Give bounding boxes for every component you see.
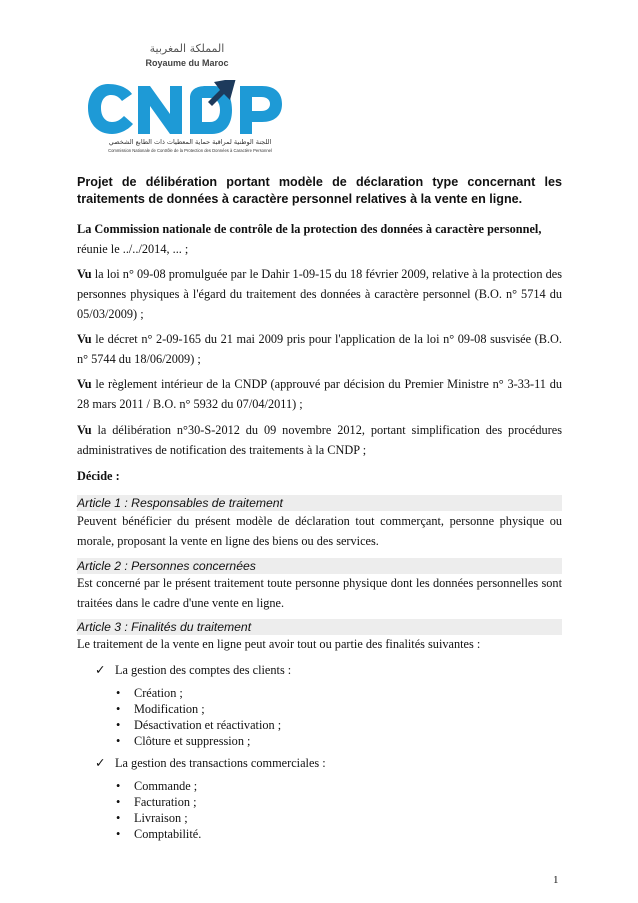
vu-label: Vu bbox=[77, 332, 92, 346]
vu-text: la loi n° 09-08 promulguée par le Dahir 1-09-15 du 18 février 2009, relative à la protection des personnes physiques à l'égard du traitement des données à caractère personnel (B.O. n° 5714 du 05/03/2009) ; bbox=[77, 267, 562, 321]
logo-arabic-kingdom: المملكة المغربية bbox=[149, 42, 225, 55]
list-item-text: Clôture et suppression ; bbox=[134, 734, 251, 748]
list-item bbox=[116, 733, 250, 749]
article-3-heading: Article 3 : Finalités du traitement bbox=[77, 619, 562, 635]
list-item-text: Création ; bbox=[134, 686, 183, 700]
article-3-body: Le traitement de la vente en ligne peut avoir tout ou partie des finalités suivantes : bbox=[77, 637, 481, 651]
bullet-icon: • bbox=[116, 686, 121, 700]
list-item-text: Comptabilité. bbox=[134, 827, 202, 841]
bullet-icon: • bbox=[116, 734, 121, 748]
logo-french-commission: Commission Nationale de Contrôle de la Protection des Données à Caractère Personnel bbox=[108, 148, 272, 153]
finalite-item bbox=[95, 755, 326, 771]
list-item bbox=[116, 794, 197, 810]
list-item bbox=[116, 717, 281, 733]
finalite-label: La gestion des transactions commerciales : bbox=[115, 756, 326, 770]
list-item bbox=[116, 701, 205, 717]
intro-paragraph bbox=[77, 219, 562, 259]
decide-heading: Décide : bbox=[77, 469, 120, 483]
vu-label: Vu bbox=[77, 267, 92, 281]
list-item-text: Commande ; bbox=[134, 779, 198, 793]
article-2-heading: Article 2 : Personnes concernées bbox=[77, 558, 562, 574]
list-item bbox=[116, 826, 201, 842]
intro-reunie: réunie le ../../2014, ... ; bbox=[77, 242, 189, 256]
logo-arabic-commission: اللجنة الوطنية لمراقبة حماية المعطيات ذات الطابع الشخصي bbox=[108, 138, 272, 146]
finalite-label: La gestion des comptes des clients : bbox=[115, 663, 292, 677]
intro-commission: La Commission nationale de contrôle de la protection des données à caractère personnel, bbox=[77, 222, 542, 236]
vu-text: le décret n° 2-09-165 du 21 mai 2009 pris pour l'application de la loi n° 09-08 susvisée (B.O. n° 5744 du 18/06/2009) ; bbox=[77, 332, 562, 366]
list-item-text: Désactivation et réactivation ; bbox=[134, 718, 282, 732]
finalite-item bbox=[95, 662, 291, 678]
vu-text: la délibération n°30-S-2012 du 09 novembre 2012, portant simplification des procédures administratives de notification des traitements à la CNDP ; bbox=[77, 423, 562, 457]
vu-paragraph-4 bbox=[77, 420, 562, 460]
cndp-logo-mark bbox=[86, 80, 286, 138]
logo-royaume: Royaume du Maroc bbox=[145, 58, 229, 68]
list-item-text: Modification ; bbox=[134, 702, 205, 716]
bullet-icon: • bbox=[116, 779, 121, 793]
list-item bbox=[116, 685, 183, 701]
bullet-icon: • bbox=[116, 827, 121, 841]
article-1-body: Peuvent bénéficier du présent modèle de déclaration tout commerçant, personne physique ou morale, proposant la vente en ligne des biens ou des services. bbox=[77, 514, 562, 548]
bullet-icon: • bbox=[116, 718, 121, 732]
bullet-icon: • bbox=[116, 811, 121, 825]
list-item-text: Livraison ; bbox=[134, 811, 188, 825]
vu-paragraph-3 bbox=[77, 374, 562, 414]
cndp-logo bbox=[86, 40, 286, 170]
vu-label: Vu bbox=[77, 377, 92, 391]
vu-paragraph-1 bbox=[77, 264, 562, 324]
document-title: Projet de délibération portant modèle de déclaration type concernant les traitements de données à caractère personnel relatives à la vente en ligne. bbox=[77, 175, 562, 206]
list-item-text: Facturation ; bbox=[134, 795, 197, 809]
vu-paragraph-2 bbox=[77, 329, 562, 369]
bullet-icon: • bbox=[116, 795, 121, 809]
article-1-heading: Article 1 : Responsables de traitement bbox=[77, 495, 562, 511]
bullet-icon: • bbox=[116, 702, 121, 716]
article-2-body: Est concerné par le présent traitement toute personne physique dont les données personnelles sont traitées dans le cadre d'une vente en ligne. bbox=[77, 576, 562, 610]
checkmark-icon: ✓ bbox=[95, 663, 106, 677]
checkmark-icon: ✓ bbox=[95, 756, 106, 770]
list-item bbox=[116, 778, 197, 794]
vu-label: Vu bbox=[77, 423, 92, 437]
page-number: 1 bbox=[553, 874, 559, 886]
vu-text: le règlement intérieur de la CNDP (approuvé par décision du Premier Ministre n° 3-33-11 du 28 mars 2011 / B.O. n° 5932 du 07/04/2011) ; bbox=[77, 377, 562, 411]
list-item bbox=[116, 810, 188, 826]
